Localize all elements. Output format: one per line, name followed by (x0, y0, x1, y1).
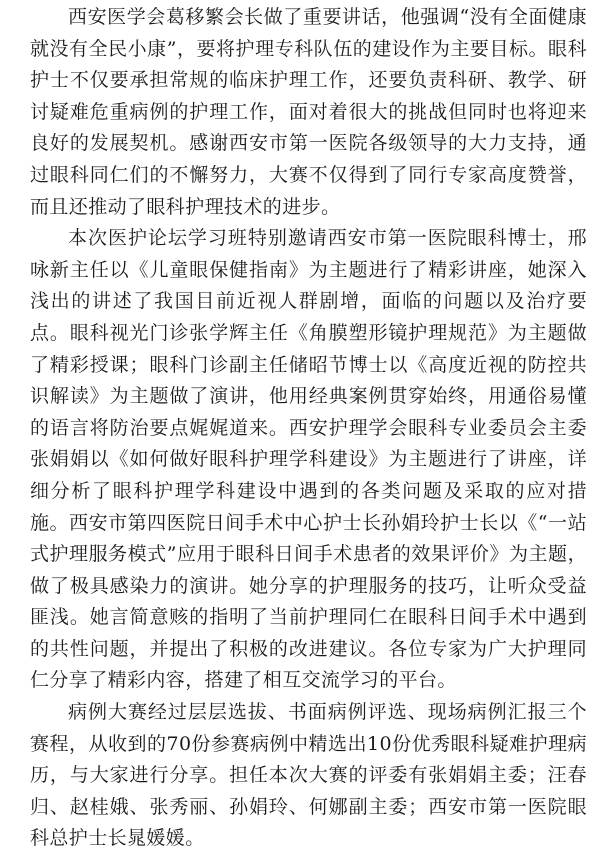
paragraph-speech: 西安医学会葛移繁会长做了重要讲话，他强调“没有全面健康就没有全民小康”，要将护理专科队伍的建设作为主要目标。眼科护士不仅要承担常规的临床护理工作，还要负责科研、教学、研讨疑难危重病例的护理工作，面对着很大的挑战但同时也将迎来良好的发展契机。感谢西安市第一医院各级领导的大力支持，通过眼科同仁们的不懈努力，大赛不仅得到了同行专家高度赞誉，而且还推动了眼科护理技术的进步。 (30, 6, 587, 218)
paragraph-forum-lectures: 本次医护论坛学习班特别邀请西安市第一医院眼科博士，邢咏新主任以《儿童眼保健指南》为主题进行了精彩讲座，她深入浅出的讲述了我国目前近视人群剧增，面临的问题以及治疗要点。眼科视光门诊张学辉主任《角膜塑形镜护理规范》为主题做了精彩授课；眼科门诊副主任储昭节博士以《高度近视的防控共识解读》为主题做了演讲，他用经典案例贯穿始终，用通俗易懂的语言将防治要点娓娓道来。西安护理学会眼科专业委员会主委张娟娟以《如何做好眼科护理学科建设》为主题进行了讲座，详细分析了眼科护理学科建设中遇到的各类问题及采取的应对措施。西安市第四医院日间手术中心护士长孙娟玲护士长以《“一站式护理服务模式”应用于眼科日间手术患者的效果评价》为主题，做了极具感染力的演讲。她分享的护理服务的技巧，让听众受益匪浅。她言简意赅的指明了当前护理同仁在眼科日间手术中遇到的共性问题，并提出了积极的改进建议。各位专家为广大护理同仁分享了精彩内容，搭建了相互交流学习的平台。 (30, 227, 587, 692)
paragraph-case-competition: 病例大赛经过层层选拔、书面病例评选、现场病例汇报三个赛程，从收到的70份参赛病例中精选出10份优秀眼科疑难护理病历，与大家进行分享。担任本次大赛的评委有张娟娟主委；汪春归、赵桂娥、张秀丽、孙娟玲、何娜副主委；西安市第一医院眼科总护士长晁媛媛。 (30, 701, 587, 850)
